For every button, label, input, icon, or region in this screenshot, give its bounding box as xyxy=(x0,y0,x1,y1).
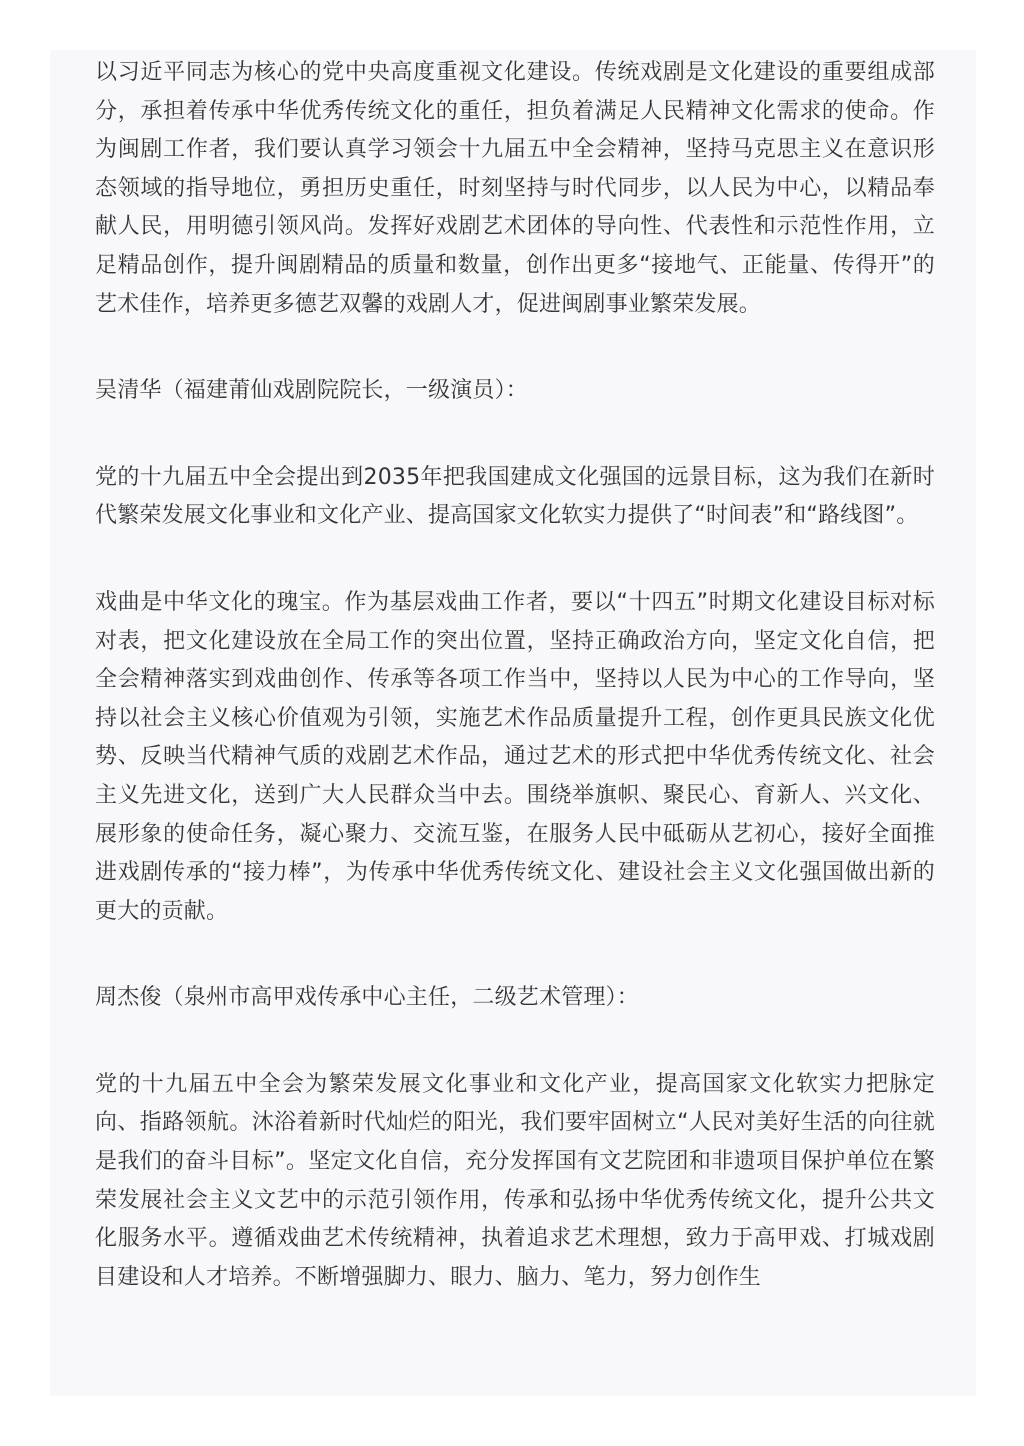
speaker-heading: 吴清华（福建莆仙戏剧院院长，一级演员）： xyxy=(95,378,529,404)
article-paragraph: 党的十九届五中全会提出到2035年把我国建成文化强国的远景目标，这为我们在新时代繁荣发展文化事业和文化产业、提高国家文化软实力提供了“时间表”和“路线图”。 xyxy=(95,464,935,529)
article-paragraph: 戏曲是中华文化的瑰宝。作为基层戏曲工作者，要以“十四五”时期文化建设目标对标对表，把文化建设放在全局工作的突出位置，坚持正确政治方向，坚定文化自信，把全会精神落实到戏曲创作、传承等各项工作当中，坚持以人民为中心的工作导向，坚持以社会主义核心价值观为引领，实施艺术作品质量提升工程，创作更具民族文化优势、反映当代精神气质的戏剧艺术作品，通过艺术的形式把中华优秀传统文化、社会主义先进文化，送到广大人民群众当中去。围绕举旗帜、聚民心、育新人、兴文化、展形象的使命任务，凝心聚力、交流互鉴，在服务人民中砥砺从艺初心，接好全面推进戏剧传承的“接力棒”，为传承中华优秀传统文化、建设社会主义文化强国做出新的更大的贡献。 xyxy=(95,589,935,924)
speaker-heading: 周杰俊（泉州市高甲戏传承中心主任，二级艺术管理）： xyxy=(95,985,640,1011)
article-paragraph: 党的十九届五中全会为繁荣发展文化事业和文化产业，提高国家文化软实力把脉定向、指路领航。沐浴着新时代灿烂的阳光，我们要牢固树立“人民对美好生活的向往就是我们的奋斗目标”。坚定文化自信，充分发挥国有文艺院团和非遗项目保护单位在繁荣发展社会主义文艺中的示范引领作用，传承和弘扬中华优秀传统文化，提升公共文化服务水平。遵循戏曲艺术传统精神，执着追求艺术理想，致力于高甲戏、打城戏剧目建设和人才培养。不断增强脚力、眼力、脑力、笔力，努力创作生 xyxy=(95,1071,935,1290)
article-body xyxy=(95,54,935,1345)
article-card xyxy=(50,50,976,1396)
article-paragraph: 以习近平同志为核心的党中央高度重视文化建设。传统戏剧是文化建设的重要组成部分，承担着传承中华优秀传统文化的重任，担负着满足人民精神文化需求的使命。作为闽剧工作者，我们要认真学习领会十九届五中全会精神，坚持马克思主义在意识形态领域的指导地位，勇担历史重任，时刻坚持与时代同步，以人民为中心，以精品奉献人民，用明德引领风尚。发挥好戏剧艺术团体的导向性、代表性和示范性作用，立足精品创作，提升闽剧精品的质量和数量，创作出更多“接地气、正能量、传得开”的艺术佳作，培养更多德艺双馨的戏剧人才，促进闽剧事业繁荣发展。 xyxy=(95,60,935,317)
